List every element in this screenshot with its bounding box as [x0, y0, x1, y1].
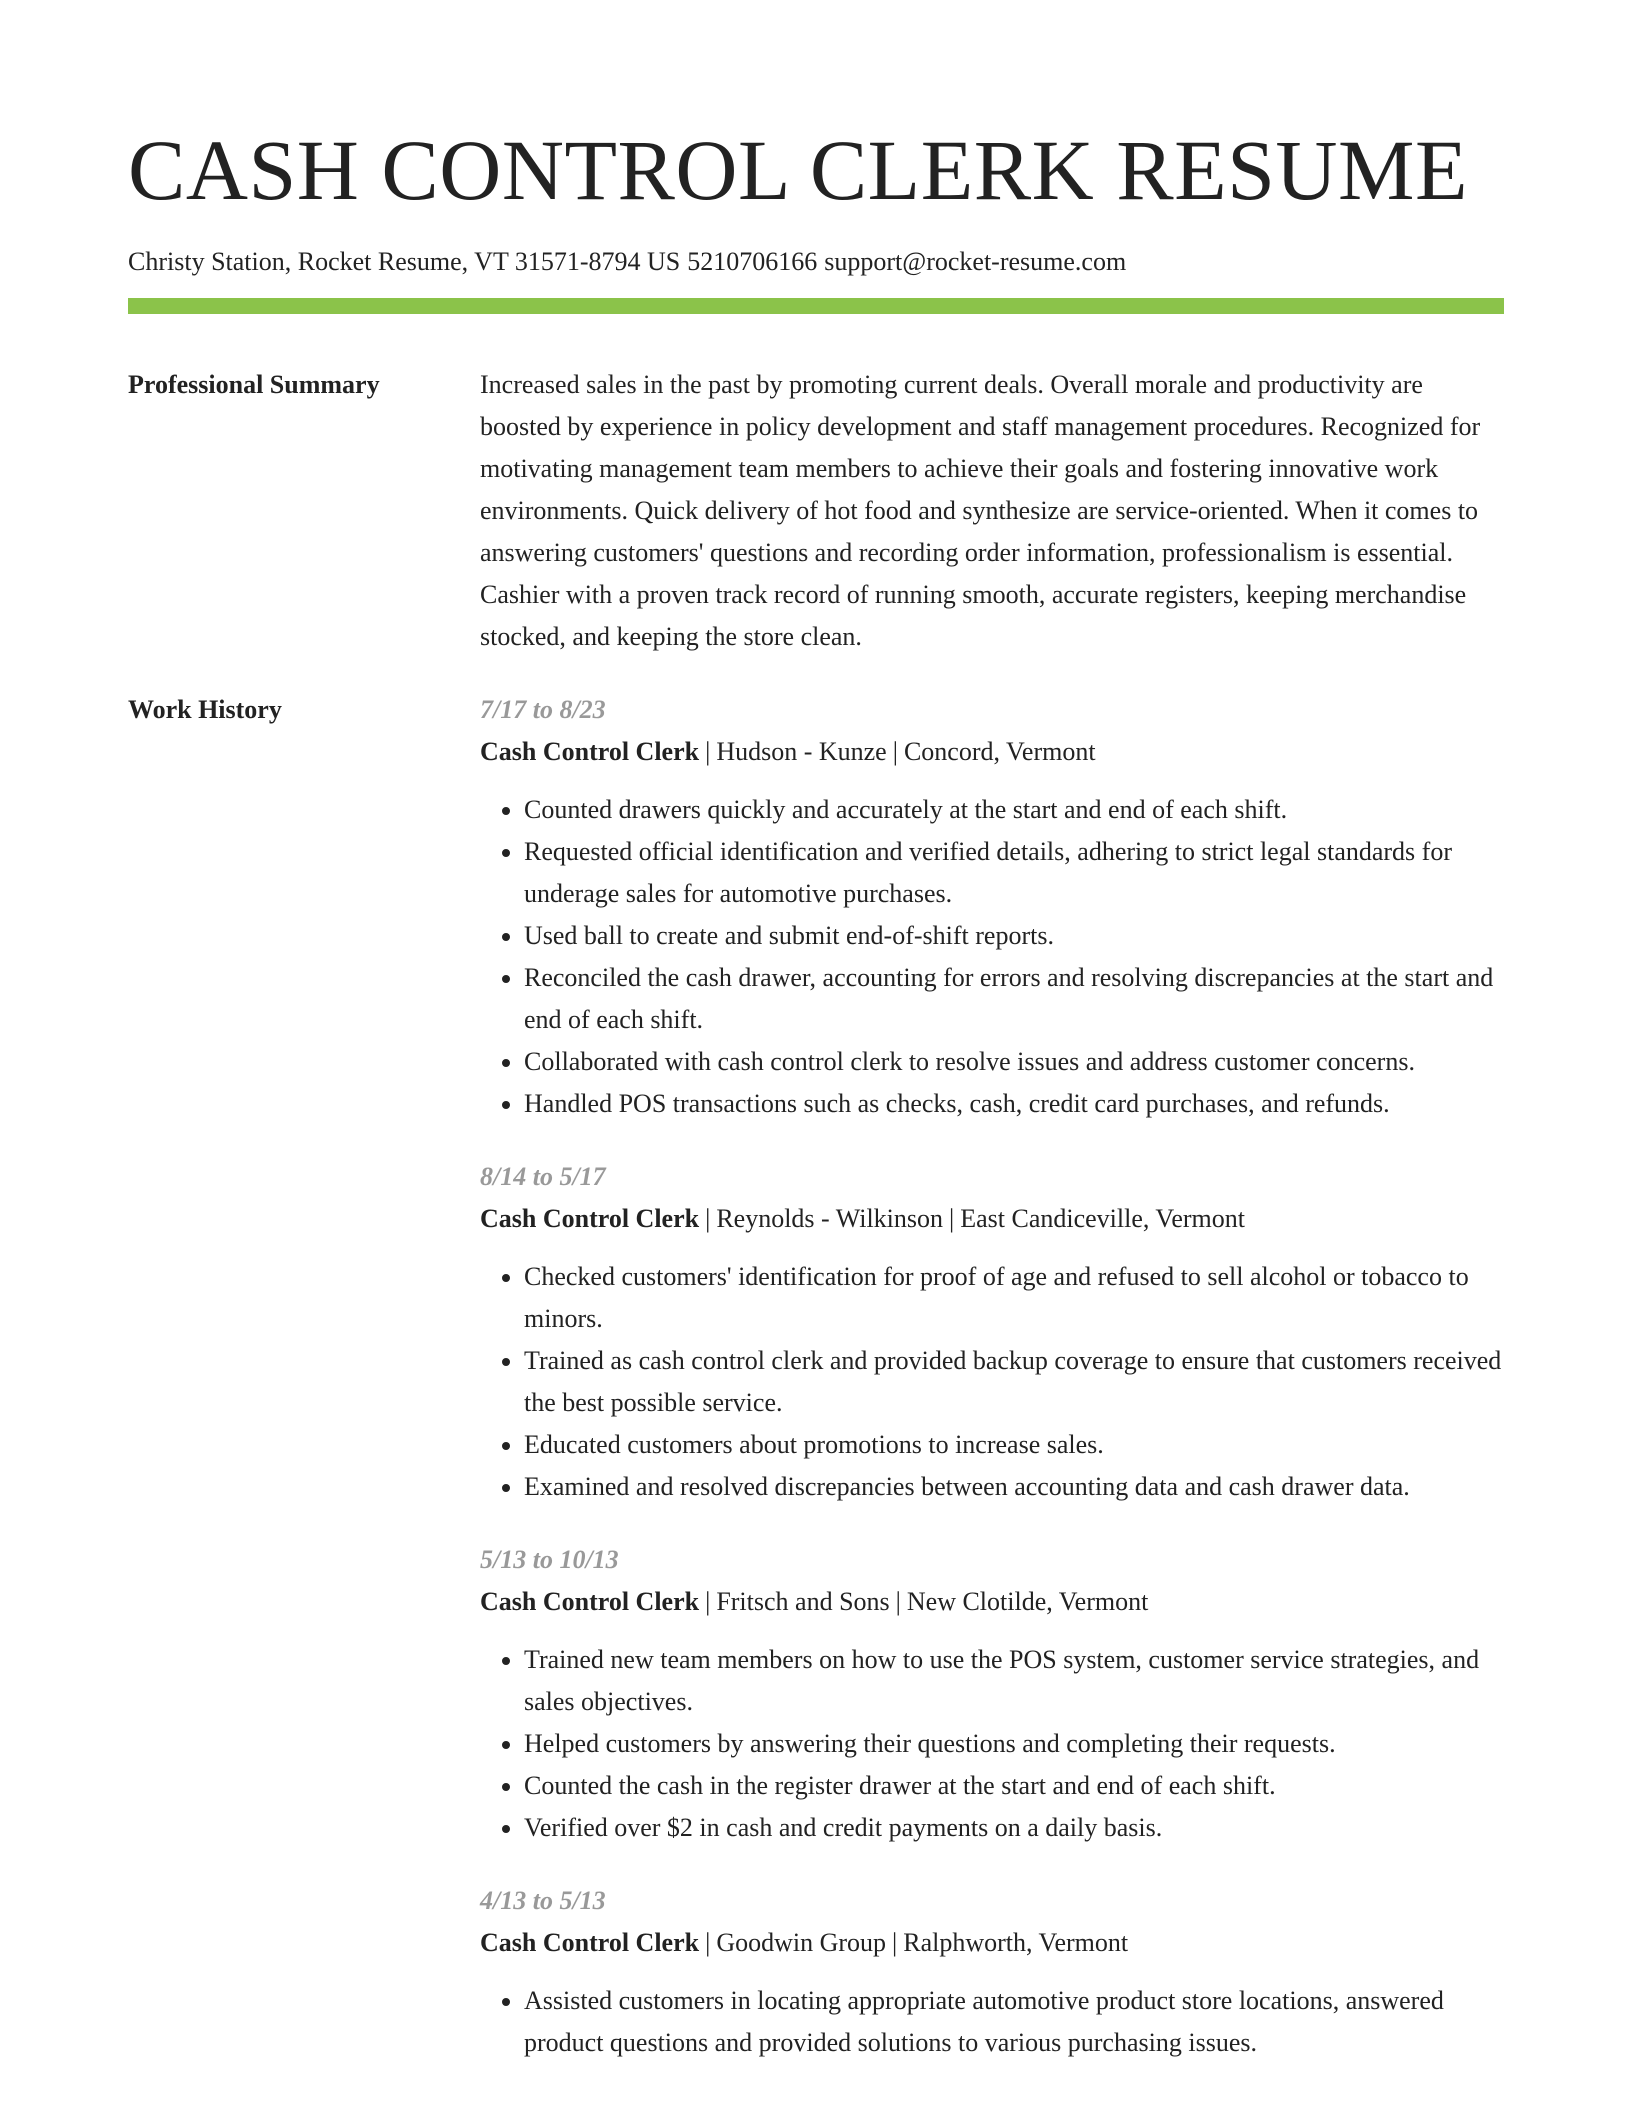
job-title: Cash Control Clerk: [480, 1204, 700, 1233]
job-heading: [480, 731, 1504, 773]
job-location: Concord, Vermont: [903, 737, 1096, 766]
job-title: Cash Control Clerk: [480, 1587, 700, 1616]
job-location: New Clotilde, Vermont: [906, 1587, 1149, 1616]
job-bullet: • Verified over $2 in cash and credit payments on a daily basis.: [524, 1807, 1504, 1849]
job-title: Cash Control Clerk: [480, 1928, 700, 1957]
separator: |: [705, 1204, 711, 1233]
contact-address: Christy Station, Rocket Resume, VT 31571-8794 US: [128, 247, 681, 276]
separator: |: [892, 1928, 898, 1957]
job-company: Fritsch and Sons: [716, 1587, 890, 1616]
job-bullet: • Assisted customers in locating appropriate automotive product store locations, answered product questions and provided solutions to various purchasing issues.: [524, 1980, 1504, 2064]
resume-title: CASH CONTROL CLERK RESUME: [128, 122, 1469, 218]
job-bullet-list: [480, 1980, 1504, 2064]
job-dates: 5/13 to 10/13: [480, 1545, 619, 1574]
job-entry: [480, 1156, 1504, 1508]
separator: |: [892, 737, 898, 766]
header-divider: [128, 298, 1504, 314]
job-heading: [480, 1581, 1504, 1623]
work-history-section: [128, 689, 1504, 2095]
job-entry: [480, 689, 1504, 1125]
separator: |: [705, 1928, 711, 1957]
job-entry: [480, 1880, 1504, 2064]
job-bullet-list: [480, 1256, 1504, 1508]
work-history-list: [480, 689, 1504, 2095]
job-bullet: • Collaborated with cash control clerk to resolve issues and address customer concerns.: [524, 1041, 1504, 1083]
job-location: Ralphworth, Vermont: [903, 1928, 1129, 1957]
job-dates: 4/13 to 5/13: [480, 1886, 606, 1915]
professional-summary-section: [128, 364, 1504, 658]
job-bullet: • Educated customers about promotions to increase sales.: [524, 1424, 1504, 1466]
job-bullet: • Reconciled the cash drawer, accounting for errors and resolving discrepancies at the start and end of each shift.: [524, 957, 1504, 1041]
job-bullet: • Handled POS transactions such as checks, cash, credit card purchases, and refunds.: [524, 1083, 1504, 1125]
job-bullet: • Helped customers by answering their questions and completing their requests.: [524, 1723, 1504, 1765]
job-entry: [480, 1539, 1504, 1849]
job-dates: 8/14 to 5/17: [480, 1162, 606, 1191]
separator: |: [705, 1587, 711, 1616]
separator: |: [895, 1587, 901, 1616]
job-dates: 7/17 to 8/23: [480, 695, 606, 724]
contact-line: [128, 246, 1504, 278]
job-heading: [480, 1922, 1504, 1964]
job-location: East Candiceville, Vermont: [960, 1204, 1245, 1233]
job-bullet: • Trained as cash control clerk and provided backup coverage to ensure that customers received the best possible service.: [524, 1340, 1504, 1424]
job-bullet: • Counted drawers quickly and accurately at the start and end of each shift.: [524, 789, 1504, 831]
job-title: Cash Control Clerk: [480, 737, 700, 766]
section-label-summary: Professional Summary: [128, 370, 380, 399]
separator: |: [705, 737, 711, 766]
job-bullet: • Requested official identification and verified details, adhering to strict legal standards for underage sales for automotive purchases.: [524, 831, 1504, 915]
job-bullet: • Used ball to create and submit end-of-shift reports.: [524, 915, 1504, 957]
separator: |: [949, 1204, 955, 1233]
job-heading: [480, 1198, 1504, 1240]
job-bullet: • Counted the cash in the register drawer at the start and end of each shift.: [524, 1765, 1504, 1807]
job-bullet: • Examined and resolved discrepancies between accounting data and cash drawer data.: [524, 1466, 1504, 1508]
job-company: Hudson - Kunze: [716, 737, 887, 766]
job-bullet: • Trained new team members on how to use the POS system, customer service strategies, and sales objectives.: [524, 1639, 1504, 1723]
job-company: Goodwin Group: [716, 1928, 887, 1957]
job-bullet-list: [480, 789, 1504, 1125]
contact-email: support@rocket-resume.com: [824, 247, 1127, 276]
resume-page: [128, 120, 1504, 2095]
summary-text: Increased sales in the past by promoting current deals. Overall morale and productivity are boosted by experience in policy development and staff management procedures. Recognized for motivating management team members to achieve their goals and fostering innovative work environments. Quick delivery of hot food and synthesize are service-oriented. When it comes to answering customers' questions and recording order information, professionalism is essential. Cashier with a proven track record of running smooth, accurate registers, keeping merchandise stocked, and keeping the store clean.: [480, 370, 1481, 651]
contact-phone: 5210706166: [687, 247, 818, 276]
job-bullet-list: [480, 1639, 1504, 1849]
section-label-work-history: Work History: [128, 695, 282, 724]
job-company: Reynolds - Wilkinson: [716, 1204, 944, 1233]
job-bullet: • Checked customers' identification for proof of age and refused to sell alcohol or tobacco to minors.: [524, 1256, 1504, 1340]
